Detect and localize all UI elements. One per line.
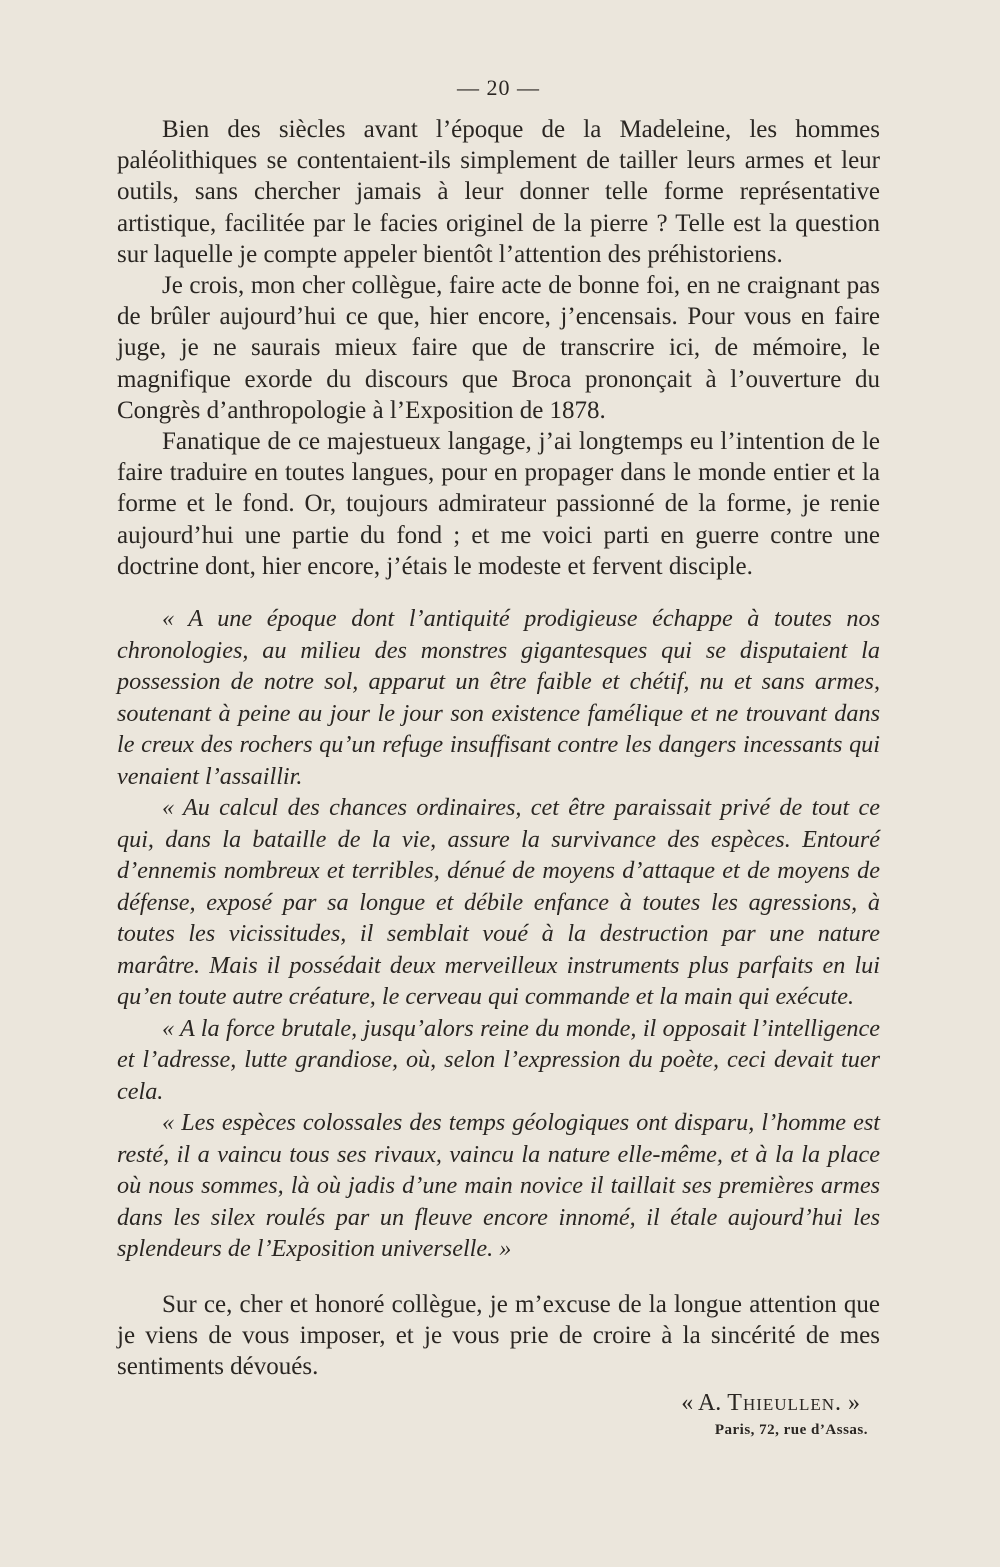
- letter-paragraph-3: Fanatique de ce majestueux langage, j’ai longtemps eu l’intention de le faire traduire en toutes langues, pour en propager dans le monde entier et la forme et le fond. Or, toujours admirateur passionné de la forme, je renie aujourd’hui une partie du fond ; et me voici parti en guerre contre une doctrine dont, hier encore, j’étais le modeste et fervent disciple.: [117, 428, 880, 580]
- broca-quotation: [117, 603, 880, 1265]
- signature-open-quote: « A.: [681, 1390, 722, 1417]
- signature-address: Paris, 72, rue d’Assas.: [714, 1422, 868, 1439]
- quote-paragraph-1: « A une époque dont l’antiquité prodigieuse échappe à toutes nos chronologies, au milieu des monstres gigantesques qui se disputaient la possession de notre sol, apparut un être faible et chétif, nu et sans armes, soutenant à peine au jour le jour son existence famélique et ne trouvant dans le creux des rochers qu’un refuge insuffisant contre les dangers incessants qui venaient l’assaillir.: [117, 605, 880, 790]
- signature: [117, 1390, 880, 1417]
- quote-paragraph-2: « Au calcul des chances ordinaires, cet être paraissait privé de tout ce qui, dans la bataille de la vie, assure la survivance des espèces. Entouré d’ennemis nombreux et terribles, dénué de moyens d’attaque et de moyens de défense, exposé par sa longue et débile enfance à toutes les agressions, à toutes les vicissitudes, il semblait voué à la destruction par une nature marâtre. Mais il possédait deux merveilleux instruments plus parfaits en lui qu’en toute autre créature, le cerveau qui commande et la main qui exécute.: [117, 794, 880, 1011]
- signature-name: Thieullen.: [727, 1390, 842, 1417]
- closing-section: [117, 1289, 880, 1383]
- closing-paragraph: Sur ce, cher et honoré collègue, je m’excuse de la longue attention que je viens de vous imposer, et je vous prie de croire à la sincérité de mes sentiments dévoués.: [117, 1290, 880, 1380]
- quote-paragraph-3: « A la force brutale, jusqu’alors reine du monde, il opposait l’intelligence et l’adresse, lutte grandiose, où, selon l’expression du poète, ceci devait tuer cela.: [117, 1014, 880, 1105]
- letter-body: [117, 114, 880, 582]
- quote-paragraph-4: « Les espèces colossales des temps géologiques ont disparu, l’homme est resté, il a vaincu tous ses rivaux, vaincu la nature elle-même, et à la la place où nous sommes, là où jadis d’une main novice il taillait ses premières armes dans les silex roulés par un fleuve encore innomé, il étale aujourd’hui les splendeurs de l’Exposition universelle. »: [117, 1109, 880, 1263]
- page-number: — 20 —: [457, 75, 540, 100]
- signature-close-quote: »: [848, 1390, 860, 1417]
- letter-paragraph-1: Bien des siècles avant l’époque de la Madeleine, les hommes paléolithiques se contentaient-ils simplement de tailler leurs armes et leur outils, sans chercher jamais à leur donner telle forme représentative artistique, facilitée par le facies originel de la pierre ? Telle est la question sur laquelle je compte appeler bientôt l’attention des préhistoriens.: [117, 116, 880, 268]
- letter-paragraph-2: Je crois, mon cher collègue, faire acte de bonne foi, en ne craignant pas de brûler aujourd’hui ce que, hier encore, j’encensais. Pour vous en faire juge, je ne saurais mieux faire que de transcrire ici, de mémoire, le magnifique exorde du discours que Broca prononçait à l’ouverture du Congrès d’anthropologie à l’Exposition de 1878.: [117, 272, 880, 424]
